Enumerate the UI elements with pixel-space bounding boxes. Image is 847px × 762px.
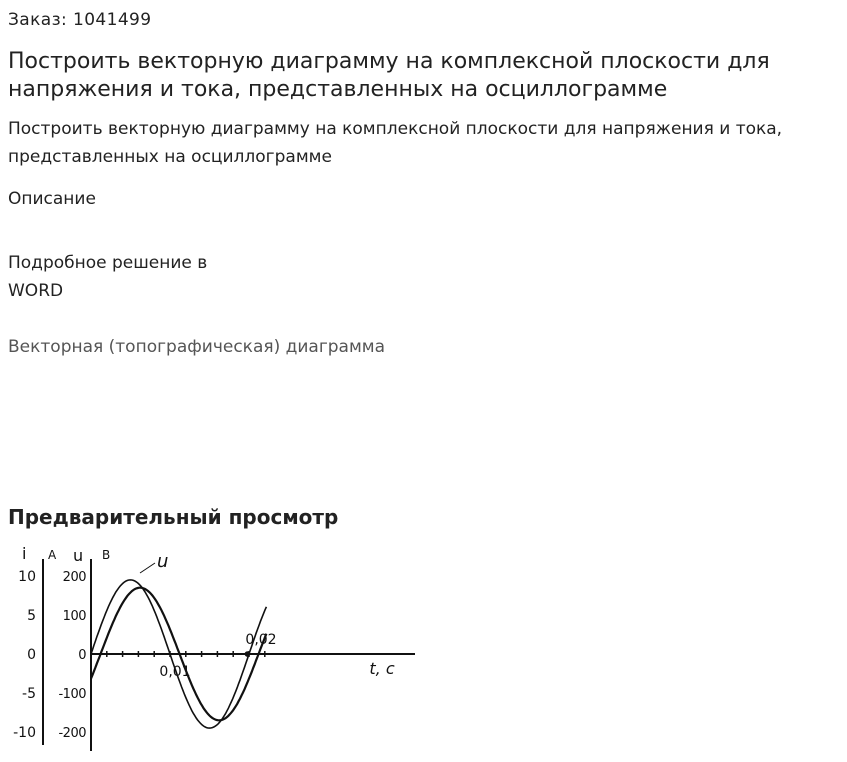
i-tick-label: 5 xyxy=(27,608,36,624)
i-tick-label: -5 xyxy=(22,686,36,702)
t-tick-label-2: 0,02 xyxy=(245,632,277,648)
diagram-link[interactable]: Векторная (топографическая) диаграмма xyxy=(8,337,386,357)
t-tick-label-1: 0,01 xyxy=(159,664,191,680)
oscillogram-preview-image xyxy=(10,545,420,755)
task-statement: Построить векторную диаграмму на комплексной плоскости для напряжения и тока, представленных на осциллограмме xyxy=(8,119,783,167)
u-unit-label: B xyxy=(102,548,111,562)
u-curve-leader xyxy=(140,563,155,573)
u-tick-label: -200 xyxy=(58,726,86,741)
preview-heading: Предварительный просмотр xyxy=(8,505,339,529)
u-tick-label: 200 xyxy=(62,570,86,585)
t-axis-label: t, c xyxy=(369,659,395,678)
u-tick-label: 100 xyxy=(62,609,86,624)
page-title: Построить векторную диаграмму на комплексной плоскости для напряжения и тока, представленных на осциллограмме xyxy=(8,49,770,102)
u-tick-label: -100 xyxy=(58,687,86,702)
i-unit-label: A xyxy=(48,548,57,562)
u-tick-label: 0 xyxy=(78,648,86,663)
order-number: Заказ: 1041499 xyxy=(8,10,152,30)
description-heading: Описание xyxy=(8,189,96,209)
u-axis-label: u xyxy=(73,546,84,565)
oscillogram-labels xyxy=(13,545,395,741)
solution-text: Подробное решение в WORD xyxy=(8,253,208,301)
i-tick-label: -10 xyxy=(13,725,36,741)
oscillogram-axes xyxy=(43,559,415,751)
u-curve-label: u xyxy=(157,551,169,572)
i-tick-label: 0 xyxy=(27,647,36,663)
i-axis-label: i xyxy=(22,545,27,563)
i-tick-label: 10 xyxy=(18,569,36,585)
